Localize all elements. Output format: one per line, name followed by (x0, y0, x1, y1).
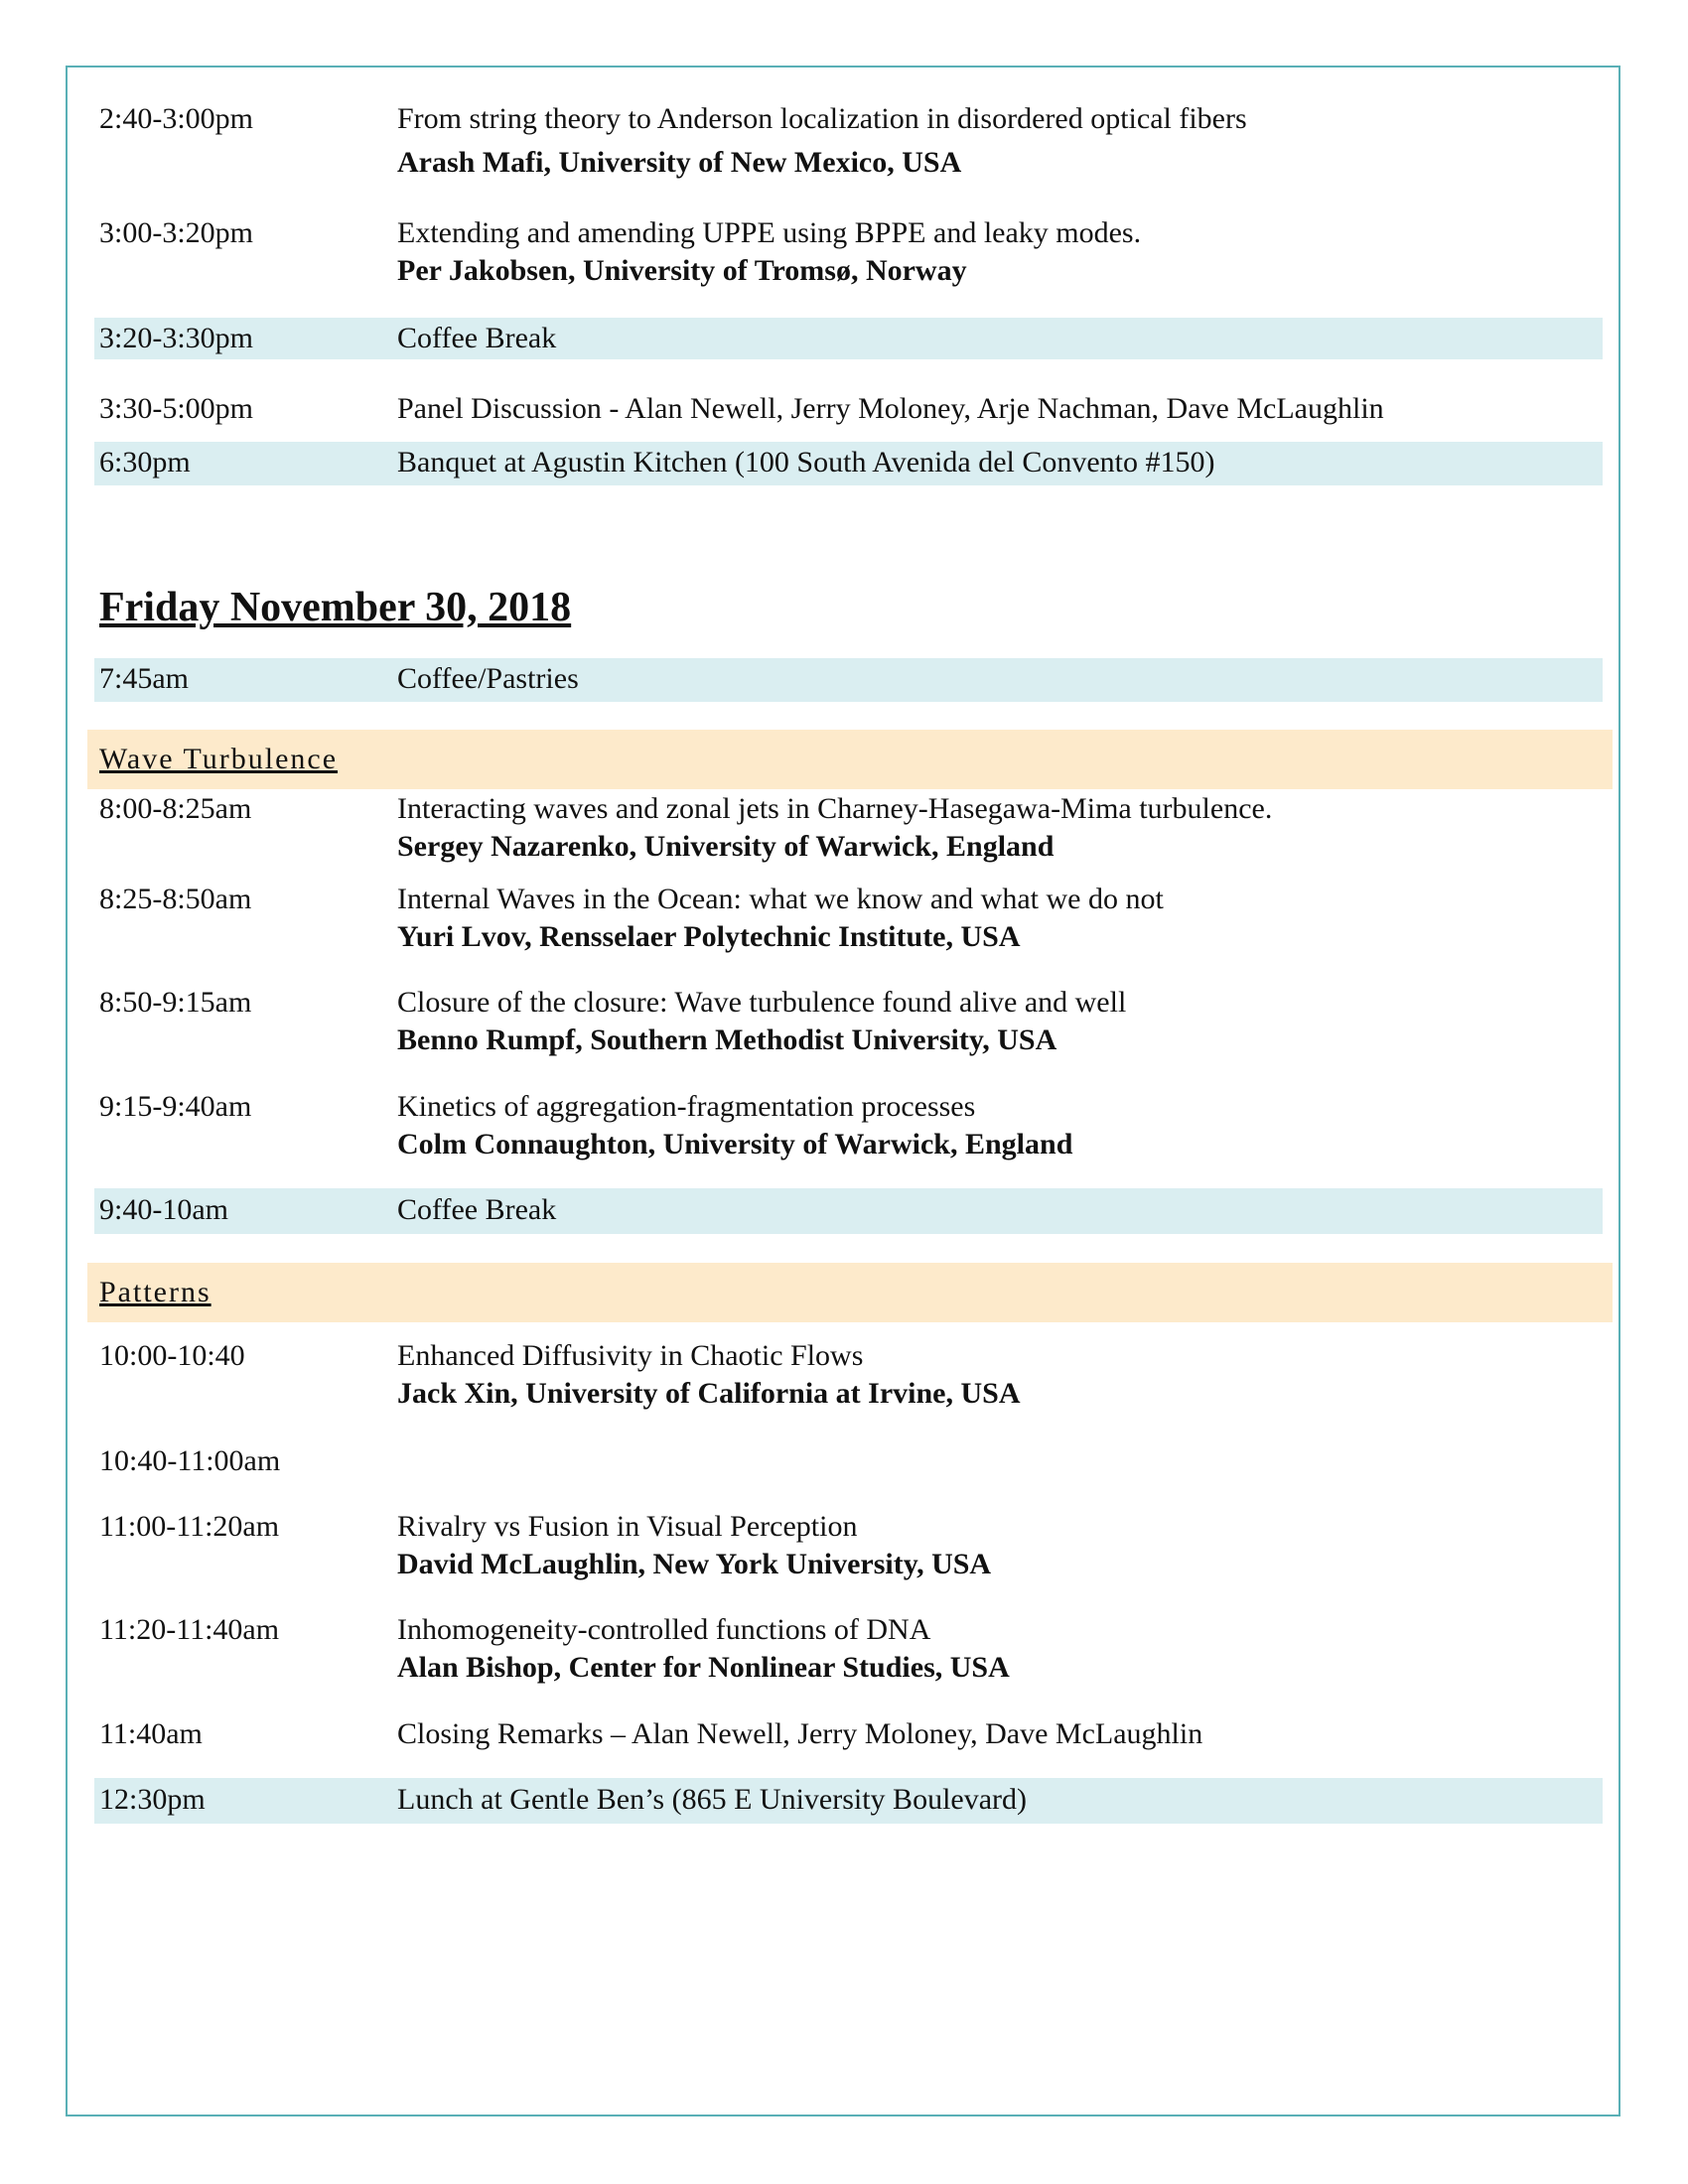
row-time: 8:00-8:25am (99, 792, 252, 825)
row-time: 7:45am (99, 662, 189, 695)
row-time: 8:50-9:15am (99, 986, 252, 1019)
row-time: 9:40-10am (99, 1193, 228, 1226)
row-time: 2:40-3:00pm (99, 102, 253, 135)
row-time: 8:25-8:50am (99, 883, 252, 915)
speaker: Colm Connaughton, University of Warwick, England (397, 1128, 1073, 1160)
row-time: 11:20-11:40am (99, 1613, 280, 1646)
row-time: 12:30pm (99, 1783, 206, 1816)
highlight-band (94, 658, 1603, 702)
talk-title: Inhomogeneity-controlled functions of DNA (397, 1613, 931, 1646)
highlight-band (94, 1188, 1603, 1234)
speaker: Arash Mafi, University of New Mexico, USA (397, 146, 962, 179)
talk-title: Coffee Break (397, 322, 557, 354)
talk-title: Rivalry vs Fusion in Visual Perception (397, 1510, 858, 1543)
talk-title: Internal Waves in the Ocean: what we know and what we do not (397, 883, 1164, 915)
row-time: 6:30pm (99, 446, 191, 478)
speaker: Jack Xin, University of California at Irvine, USA (397, 1377, 1021, 1410)
section-heading-wave-turbulence: Wave Turbulence (99, 743, 339, 775)
speaker: Benno Rumpf, Southern Methodist University, USA (397, 1024, 1057, 1056)
row-time: 11:00-11:20am (99, 1510, 280, 1543)
talk-title: Closing Remarks – Alan Newell, Jerry Moloney, Dave McLaughlin (397, 1717, 1203, 1750)
row-time: 3:00-3:20pm (99, 216, 253, 249)
talk-title: Panel Discussion - Alan Newell, Jerry Moloney, Arje Nachman, Dave McLaughlin (397, 392, 1384, 425)
section-band (87, 1263, 1613, 1322)
row-time: 3:30-5:00pm (99, 392, 253, 425)
highlight-band (94, 318, 1603, 359)
row-time: 9:15-9:40am (99, 1090, 252, 1123)
section-heading-patterns: Patterns (99, 1276, 211, 1308)
talk-title: Extending and amending UPPE using BPPE and leaky modes. (397, 216, 1142, 249)
speaker: Alan Bishop, Center for Nonlinear Studies, USA (397, 1651, 1010, 1684)
talk-title: Banquet at Agustin Kitchen (100 South Avenida del Convento #150) (397, 446, 1215, 478)
row-time: 11:40am (99, 1717, 203, 1750)
talk-title: Coffee Break (397, 1193, 557, 1226)
talk-title: Interacting waves and zonal jets in Charney-Hasegawa-Mima turbulence. (397, 792, 1273, 825)
row-time: 10:40-11:00am (99, 1444, 281, 1477)
talk-title: Lunch at Gentle Ben’s (865 E University Boulevard) (397, 1783, 1028, 1816)
row-time: 10:00-10:40 (99, 1339, 245, 1372)
talk-title: Enhanced Diffusivity in Chaotic Flows (397, 1339, 864, 1372)
speaker: Yuri Lvov, Rensselaer Polytechnic Institute, USA (397, 920, 1021, 953)
day-heading: Friday November 30, 2018 (99, 585, 572, 630)
speaker: Per Jakobsen, University of Tromsø, Norway (397, 254, 967, 287)
talk-title: Coffee/Pastries (397, 662, 579, 695)
talk-title: Kinetics of aggregation-fragmentation processes (397, 1090, 976, 1123)
talk-title: Closure of the closure: Wave turbulence found alive and well (397, 986, 1127, 1019)
speaker: David McLaughlin, New York University, USA (397, 1548, 992, 1580)
speaker: Sergey Nazarenko, University of Warwick, England (397, 830, 1055, 863)
row-time: 3:20-3:30pm (99, 322, 253, 354)
talk-title: From string theory to Anderson localization in disordered optical fibers (397, 102, 1247, 135)
